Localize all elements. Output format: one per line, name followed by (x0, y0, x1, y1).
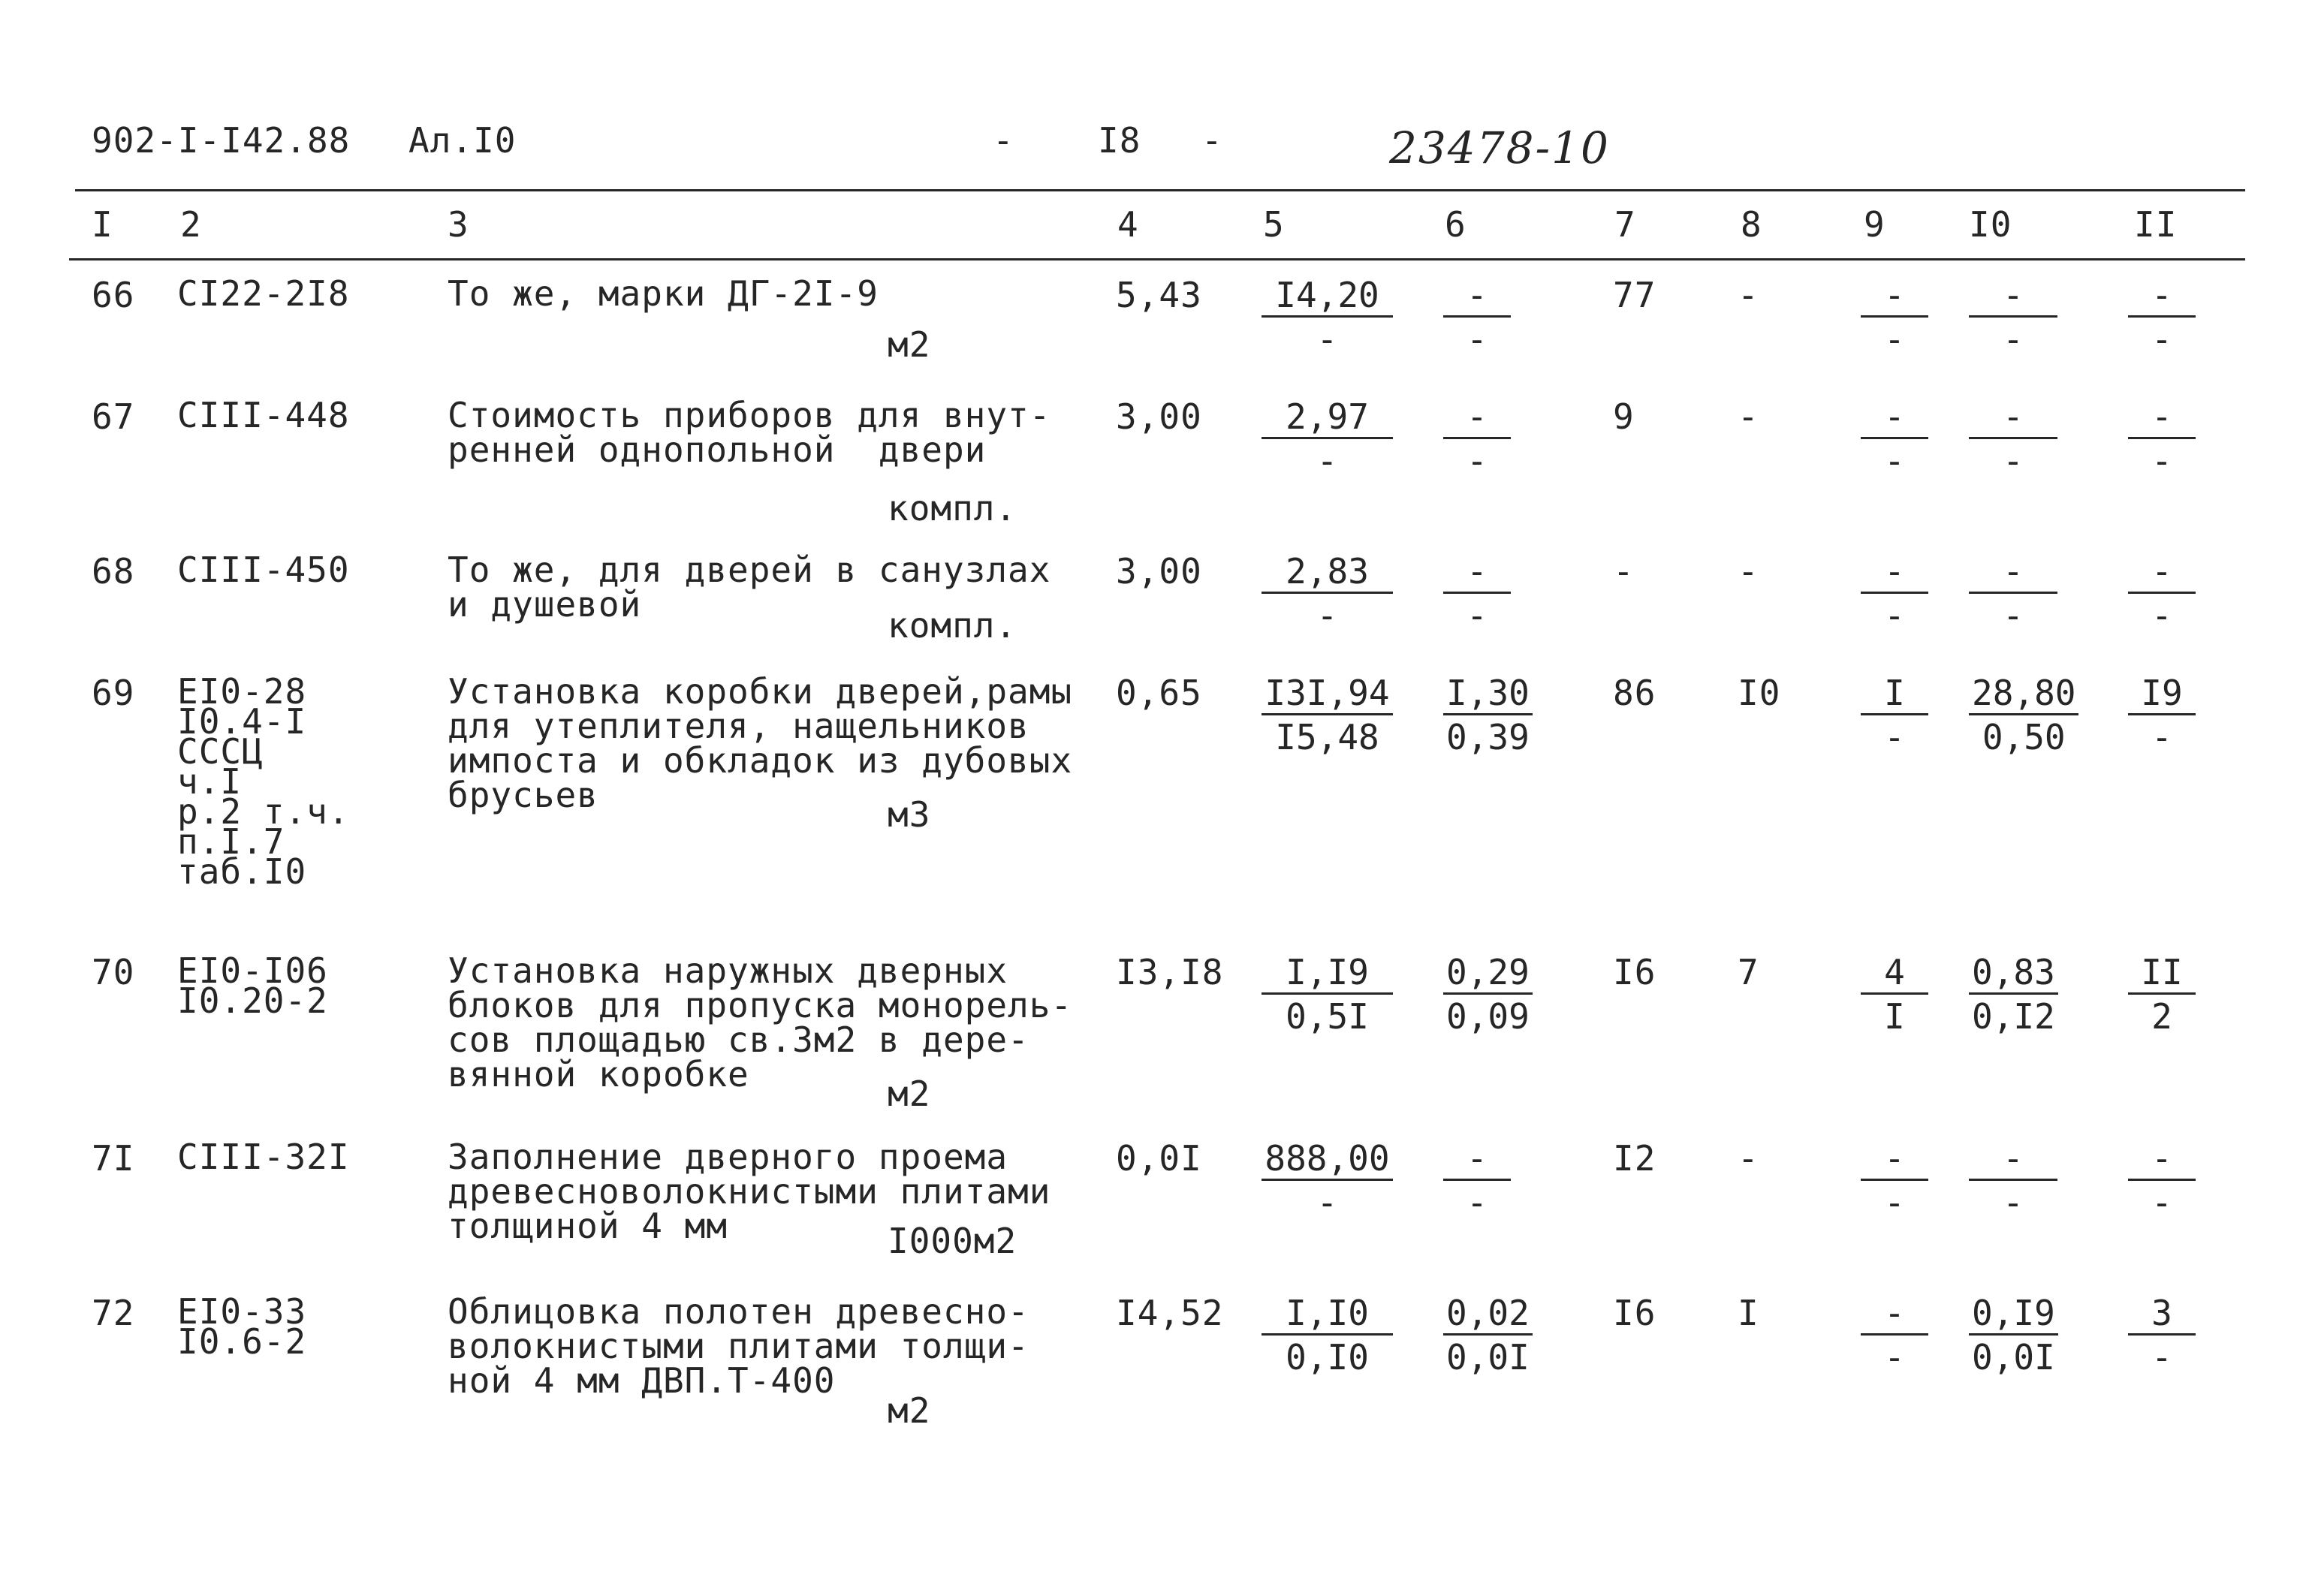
work-description-line: для утеплителя, нащельников (448, 706, 1029, 746)
fraction-cell-c9 (1861, 674, 1928, 756)
fraction-cell-c10 (1969, 398, 2057, 480)
fraction-cell-c5 (1262, 1294, 1393, 1376)
row-number: 66 (92, 275, 135, 315)
fraction-numerator: I3I,94 (1262, 674, 1393, 715)
fraction-denominator: - (1466, 441, 1488, 481)
fraction-cell-c5 (1262, 276, 1393, 358)
work-description-line: вянной коробке (448, 1054, 749, 1095)
fraction-cell-c11 (2128, 276, 2196, 358)
fraction-numerator: I,I9 (1262, 953, 1393, 995)
fraction-numerator: I,30 (1443, 674, 1533, 715)
unit-of-measure: компл. (888, 605, 1017, 646)
estimate-code-line: таб.I0 (177, 851, 307, 892)
fraction-cell-c10 (1969, 674, 2078, 756)
fraction-numerator: I (1861, 674, 1928, 715)
work-description-line: Заполнение дверного проема (448, 1137, 1008, 1177)
unit-of-measure: компл. (888, 488, 1017, 528)
fraction-cell-c9 (1861, 1294, 1928, 1376)
fraction-denominator: - (2151, 717, 2172, 757)
sheet-label: Ал.I0 (408, 120, 517, 161)
row-number: 72 (92, 1293, 135, 1333)
fraction-cell-c11 (2128, 398, 2196, 480)
estimate-code-line: I0.6-2 (177, 1321, 307, 1362)
fraction-cell-c9 (1861, 1140, 1928, 1221)
fraction-numerator: I4,20 (1262, 276, 1393, 318)
unit-of-measure: I000м2 (888, 1221, 1017, 1261)
fraction-denominator: - (1884, 1337, 1905, 1378)
fraction-cell-c6 (1443, 553, 1511, 634)
fraction-denominator: - (2003, 595, 2024, 636)
quantity-value: 5,43 (1116, 275, 1202, 315)
column-header: 7 (1614, 204, 1636, 245)
fraction-numerator: - (1861, 276, 1928, 318)
work-description-line: импоста и обкладок из дубовых (448, 740, 1073, 781)
row-number: 68 (92, 551, 135, 592)
column-header: 5 (1263, 204, 1285, 245)
fraction-denominator: - (1884, 441, 1905, 481)
fraction-denominator: - (1466, 319, 1488, 360)
page-number: I8 (1098, 120, 1141, 161)
work-description-line: ной 4 мм ДВП.Т-400 (448, 1360, 836, 1401)
fraction-cell-c6 (1443, 398, 1511, 480)
header-dash-right: - (1201, 120, 1223, 161)
row-number: 69 (92, 673, 135, 713)
fraction-numerator: 0,I9 (1969, 1294, 2058, 1336)
doc-code: 902-I-I42.88 (92, 120, 351, 161)
fraction-numerator: - (1861, 1140, 1928, 1181)
row-number: 7I (92, 1138, 135, 1179)
estimate-code-line: I0.4-I (177, 701, 307, 742)
fraction-numerator: II (2128, 953, 2196, 995)
fraction-cell-c11 (2128, 553, 2196, 634)
work-description-line: толщиной 4 мм (448, 1206, 728, 1246)
work-description-line: Установка коробки дверей,рамы (448, 671, 1073, 712)
fraction-numerator: 2,83 (1262, 553, 1393, 594)
fraction-cell-c11 (2128, 953, 2196, 1035)
fraction-denominator: - (1316, 319, 1338, 360)
estimate-code-line: СССЦ (177, 731, 264, 772)
fraction-numerator: 3 (2128, 1294, 2196, 1336)
fraction-numerator: - (1969, 1140, 2057, 1181)
fraction-denominator: 0,0I (1446, 1337, 1530, 1378)
fraction-denominator: 2 (2151, 996, 2172, 1037)
col7-value: 77 (1613, 275, 1656, 315)
fraction-denominator: - (2003, 1182, 2024, 1223)
estimate-code-line: CIII-32I (177, 1137, 350, 1177)
fraction-cell-c9 (1861, 398, 1928, 480)
fraction-numerator: 0,29 (1443, 953, 1533, 995)
column-header: I (92, 204, 113, 245)
estimate-code-line: ч.I (177, 761, 243, 802)
fraction-cell-c9 (1861, 553, 1928, 634)
fraction-denominator: - (1884, 319, 1905, 360)
work-description-line: древесноволокнистыми плитами (448, 1171, 1051, 1212)
column-header: 9 (1864, 204, 1885, 245)
fraction-numerator: - (2128, 1140, 2196, 1181)
col8-value: - (1738, 1138, 1759, 1179)
fraction-denominator: - (2003, 441, 2024, 481)
table-top-rule (75, 189, 2245, 191)
column-header: I0 (1969, 204, 2012, 245)
unit-of-measure: м3 (888, 794, 931, 835)
col8-value: 7 (1738, 952, 1759, 992)
header-dash-left: - (993, 120, 1014, 161)
work-description-line: и душевой (448, 584, 642, 625)
fraction-numerator: - (1443, 276, 1511, 318)
fraction-cell-c10 (1969, 1140, 2057, 1221)
unit-of-measure: м2 (888, 324, 931, 365)
fraction-cell-c11 (2128, 674, 2196, 756)
quantity-value: I3,I8 (1116, 952, 1224, 992)
row-number: 70 (92, 952, 135, 992)
fraction-denominator: 0,5I (1286, 996, 1369, 1037)
fraction-numerator: - (1861, 553, 1928, 594)
estimate-code-line: EI0-28 (177, 671, 307, 712)
fraction-cell-c6 (1443, 674, 1533, 756)
fraction-cell-c10 (1969, 1294, 2058, 1376)
fraction-denominator: - (2003, 319, 2024, 360)
work-description-line: блоков для пропуска монорель- (448, 985, 1073, 1025)
fraction-denominator: - (1884, 717, 1905, 757)
fraction-cell-c9 (1861, 953, 1928, 1035)
fraction-numerator: - (2128, 276, 2196, 318)
fraction-numerator: 28,80 (1969, 674, 2078, 715)
col8-value: - (1738, 551, 1759, 592)
fraction-denominator: - (1466, 595, 1488, 636)
estimate-code-line: п.I.7 (177, 821, 285, 862)
fraction-numerator: - (1861, 1294, 1928, 1336)
fraction-numerator: - (1443, 1140, 1511, 1181)
fraction-cell-c11 (2128, 1140, 2196, 1221)
fraction-denominator: 0,50 (1982, 717, 2066, 757)
fraction-denominator: 0,09 (1446, 996, 1530, 1037)
fraction-denominator: - (1884, 595, 1905, 636)
col8-value: - (1738, 275, 1759, 315)
col7-value: I6 (1613, 1293, 1656, 1333)
estimate-code-line: CIII-448 (177, 395, 350, 435)
column-header: 8 (1741, 204, 1762, 245)
fraction-cell-c11 (2128, 1294, 2196, 1376)
estimate-code-line: I0.20-2 (177, 980, 328, 1021)
estimate-code-line: CI22-2I8 (177, 273, 350, 314)
fraction-cell-c6 (1443, 1294, 1533, 1376)
fraction-cell-c10 (1969, 953, 2058, 1035)
handwritten-number: 23478-10 (1389, 122, 1610, 173)
estimate-code-line: р.2 т.ч. (177, 791, 350, 832)
fraction-cell-c5 (1262, 953, 1393, 1035)
work-description-line: Стоимость приборов для внут- (448, 395, 1051, 435)
fraction-denominator: - (2151, 595, 2172, 636)
fraction-denominator: - (1884, 1182, 1905, 1223)
col7-value: 9 (1613, 396, 1635, 437)
fraction-numerator: I,I0 (1262, 1294, 1393, 1336)
fraction-denominator: - (2151, 441, 2172, 481)
column-header: 4 (1117, 204, 1139, 245)
col7-value: 86 (1613, 673, 1656, 713)
fraction-numerator: - (1969, 398, 2057, 439)
unit-of-measure: м2 (888, 1074, 931, 1114)
estimate-code-line: CIII-450 (177, 550, 350, 590)
column-header: 2 (180, 204, 202, 245)
fraction-denominator: 0,0I (1972, 1337, 2055, 1378)
fraction-numerator: 888,00 (1262, 1140, 1393, 1181)
fraction-numerator: - (1969, 276, 2057, 318)
col8-value: - (1738, 396, 1759, 437)
fraction-numerator: 0,83 (1969, 953, 2058, 995)
fraction-cell-c5 (1262, 553, 1393, 634)
fraction-cell-c6 (1443, 276, 1511, 358)
work-description-line: То же, для дверей в санузлах (448, 550, 1051, 590)
fraction-numerator: I9 (2128, 674, 2196, 715)
work-description-line: ренней однопольной двери (448, 429, 987, 470)
fraction-denominator: - (2151, 319, 2172, 360)
fraction-cell-c6 (1443, 1140, 1511, 1221)
estimate-code-line: EI0-I06 (177, 950, 328, 991)
fraction-numerator: 4 (1861, 953, 1928, 995)
work-description-line: волокнистыми плитами толщи- (448, 1326, 1029, 1366)
work-description-line: То же, марки ДГ-2I-9 (448, 273, 879, 314)
row-number: 67 (92, 396, 135, 437)
quantity-value: 3,00 (1116, 551, 1202, 592)
quantity-value: 0,65 (1116, 673, 1202, 713)
fraction-denominator: 0,I0 (1286, 1337, 1369, 1378)
col8-value: I (1738, 1293, 1759, 1333)
quantity-value: I4,52 (1116, 1293, 1224, 1333)
fraction-cell-c10 (1969, 553, 2057, 634)
fraction-numerator: 0,02 (1443, 1294, 1533, 1336)
work-description-line: брусьев (448, 775, 598, 815)
fraction-numerator: - (1443, 398, 1511, 439)
column-header: II (2134, 204, 2178, 245)
fraction-cell-c10 (1969, 276, 2057, 358)
fraction-denominator: - (1316, 1182, 1338, 1223)
column-header: 3 (448, 204, 469, 245)
fraction-cell-c5 (1262, 1140, 1393, 1221)
quantity-value: 3,00 (1116, 396, 1202, 437)
work-description-line: сов площадью св.3м2 в дере- (448, 1019, 1029, 1060)
fraction-denominator: I5,48 (1275, 717, 1379, 757)
col7-value: I6 (1613, 952, 1656, 992)
fraction-denominator: - (1316, 441, 1338, 481)
fraction-cell-c5 (1262, 674, 1393, 756)
estimate-code-line: EI0-33 (177, 1291, 307, 1332)
fraction-denominator: I (1884, 996, 1905, 1037)
fraction-denominator: - (1466, 1182, 1488, 1223)
fraction-cell-c5 (1262, 398, 1393, 480)
work-description-line: Установка наружных дверных (448, 950, 1008, 991)
fraction-denominator: - (2151, 1182, 2172, 1223)
fraction-denominator: - (2151, 1337, 2172, 1378)
fraction-cell-c9 (1861, 276, 1928, 358)
column-header: 6 (1445, 204, 1466, 245)
fraction-denominator: 0,I2 (1972, 996, 2055, 1037)
col7-value: - (1613, 551, 1635, 592)
fraction-denominator: - (1316, 595, 1338, 636)
work-description-line: Облицовка полотен древесно- (448, 1291, 1029, 1332)
header-bottom-rule (69, 258, 2245, 260)
fraction-numerator: 2,97 (1262, 398, 1393, 439)
fraction-numerator: - (2128, 553, 2196, 594)
unit-of-measure: м2 (888, 1390, 931, 1431)
col8-value: I0 (1738, 673, 1781, 713)
col7-value: I2 (1613, 1138, 1656, 1179)
fraction-numerator: - (1861, 398, 1928, 439)
fraction-numerator: - (1443, 553, 1511, 594)
quantity-value: 0,0I (1116, 1138, 1202, 1179)
fraction-cell-c6 (1443, 953, 1533, 1035)
fraction-numerator: - (2128, 398, 2196, 439)
fraction-numerator: - (1969, 553, 2057, 594)
fraction-denominator: 0,39 (1446, 717, 1530, 757)
